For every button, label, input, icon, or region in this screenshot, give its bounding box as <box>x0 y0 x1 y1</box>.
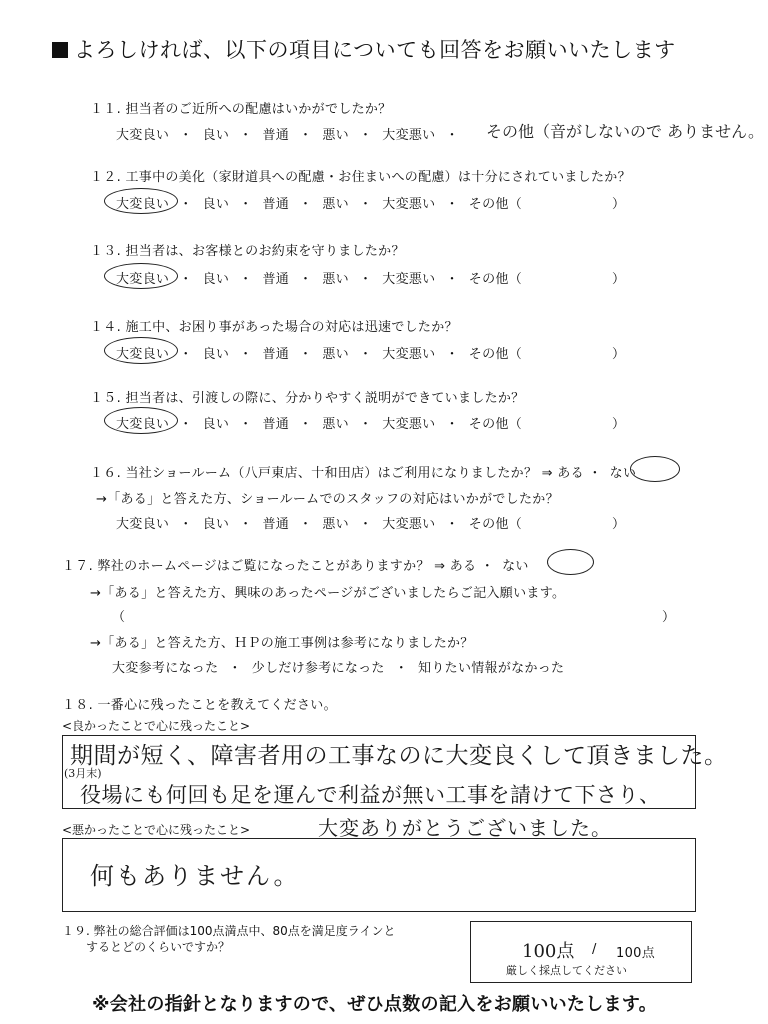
q13-options: 大変良い ・ 良い ・ 普通 ・ 悪い ・ 大変悪い ・ その他（ ） <box>116 272 626 287</box>
good-line-1: 期間が短く、障害者用の工事なのに大変良くして頂きました。 <box>70 743 728 769</box>
question-16: １６. 当社ショールーム（八戸東店、十和田店）はご利用になりましたか？ ⇒ ある ・ ない <box>90 466 637 481</box>
q17-sub2: →「ある」と答えた方、ＨＰの施工事例は参考になりましたか？ <box>90 636 474 651</box>
question-19-line-2: するとどのくらいですか？ <box>86 940 231 954</box>
page-title: よろしければ、以下の項目についても回答をお願いいたします <box>52 34 676 64</box>
q16-options: 大変良い ・ 良い ・ 普通 ・ 悪い ・ 大変悪い ・ その他（ ） <box>116 517 626 532</box>
answer-circle <box>630 456 680 482</box>
answer-circle <box>547 549 594 575</box>
good-label: <良かったことで心に残ったこと> <box>62 719 251 733</box>
question-13: １３. 担当者は、お客様とのお約束を守りましたか？ <box>90 244 405 259</box>
q16-sub: →「ある」と答えた方、ショールームでのスタッフの対応はいかがでしたか？ <box>96 492 559 507</box>
score-note: 厳しく採点してください <box>506 964 627 977</box>
q14-options: 大変良い ・ 良い ・ 普通 ・ 悪い ・ 大変悪い ・ その他（ ） <box>116 347 626 362</box>
q17-sub1: →「ある」と答えた方、興味のあったページがございましたらご記入願います。 <box>90 586 566 601</box>
footer-note: ※会社の指針となりますので、ぜひ点数の記入をお願いいたします。 <box>92 994 657 1015</box>
question-17: １７. 弊社のホームページはご覧になったことがありますか？ ⇒ ある ・ ない <box>62 559 529 574</box>
q17-paren-open: （ <box>112 610 126 625</box>
answer-circle <box>104 337 178 364</box>
question-19-line-1: １９. 弊社の総合評価は100点満点中、80点を満足度ラインと <box>62 924 396 938</box>
q17-paren-close: ） <box>662 610 676 625</box>
question-14: １４. 施工中、お困り事があった場合の対応は迅速でしたか？ <box>90 320 458 335</box>
score-slash: / <box>592 942 597 957</box>
q17-options: 大変参考になった ・ 少しだけ参考になった ・ 知りたい情報がなかった <box>112 661 565 676</box>
question-15: １５. 担当者は、引渡しの際に、分かりやすく説明ができていましたか？ <box>90 391 525 406</box>
bad-label: <悪かったことで心に残ったこと> <box>62 823 251 837</box>
question-11: １１. 担当者のご近所への配慮はいかがでしたか？ <box>90 102 392 117</box>
answer-circle <box>104 407 178 434</box>
black-square-icon <box>52 42 68 58</box>
bad-line-1: 何もありません。 <box>90 862 300 890</box>
q12-options: 大変良い ・ 良い ・ 普通 ・ 悪い ・ 大変悪い ・ その他（ ） <box>116 197 626 212</box>
question-12: １２. 工事中の美化（家財道具への配慮・お住まいへの配慮）は十分にされていましたか？ <box>90 170 631 185</box>
score-max: 100点 <box>616 946 656 961</box>
answer-circle <box>104 188 178 214</box>
good-line-3: 大変ありがとうございました。 <box>318 816 612 840</box>
good-line-2: 役場にも何回も足を運んで利益が無い工事を請けて下さり、 <box>80 783 661 807</box>
good-note: (3月末) <box>64 767 102 780</box>
q11-options: 大変良い ・ 良い ・ 普通 ・ 悪い ・ 大変悪い ・ <box>116 128 459 143</box>
question-18: １８. 一番心に残ったことを教えてください。 <box>62 698 337 713</box>
answer-circle <box>104 263 178 289</box>
q15-options: 大変良い ・ 良い ・ 普通 ・ 悪い ・ 大変悪い ・ その他（ ） <box>116 417 626 432</box>
q11-handwritten-answer: その他（音がしないので ありません。 <box>486 122 765 141</box>
score-value: 100点 <box>522 941 575 962</box>
